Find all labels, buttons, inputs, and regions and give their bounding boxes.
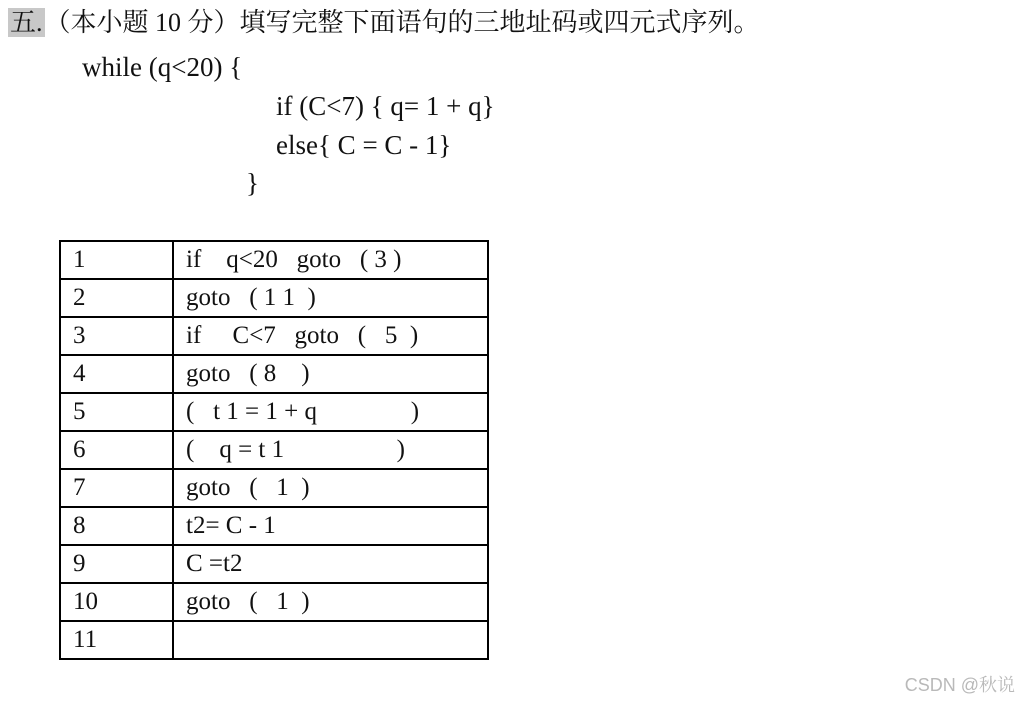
instruction-cell: ( q = t 1 ) bbox=[173, 431, 488, 469]
table-row bbox=[60, 583, 488, 621]
table-row bbox=[60, 545, 488, 583]
question-number: 五. bbox=[10, 8, 43, 37]
code-line-if: if (C<7) { q= 1 + q} bbox=[276, 91, 495, 121]
code-line-while: while (q<20) { bbox=[82, 52, 243, 82]
instruction-cell: t2= C - 1 bbox=[173, 507, 488, 545]
row-number-cell: 5 bbox=[60, 393, 173, 431]
row-number-cell: 6 bbox=[60, 431, 173, 469]
row-number-cell: 10 bbox=[60, 583, 173, 621]
table-row bbox=[60, 355, 488, 393]
table-row bbox=[60, 279, 488, 317]
table-row bbox=[60, 393, 488, 431]
question-text: （本小题 10 分）填写完整下面语句的三地址码或四元式序列。 bbox=[44, 8, 760, 37]
instruction-cell: goto ( 8 ) bbox=[173, 355, 488, 393]
row-number-cell: 2 bbox=[60, 279, 173, 317]
row-number-cell: 1 bbox=[60, 241, 173, 279]
table-body bbox=[60, 241, 488, 659]
instruction-cell: C =t2 bbox=[173, 545, 488, 583]
table-row bbox=[60, 241, 488, 279]
instruction-cell: goto ( 1 ) bbox=[173, 583, 488, 621]
table-row bbox=[60, 621, 488, 659]
row-number-cell: 7 bbox=[60, 469, 173, 507]
table-row bbox=[60, 507, 488, 545]
row-number-cell: 8 bbox=[60, 507, 173, 545]
instruction-cell: if C<7 goto ( 5 ) bbox=[173, 317, 488, 355]
instruction-cell: ( t 1 = 1 + q ) bbox=[173, 393, 488, 431]
instruction-cell: goto ( 1 1 ) bbox=[173, 279, 488, 317]
code-line-else: else{ C = C - 1} bbox=[276, 130, 452, 160]
table-row bbox=[60, 317, 488, 355]
question-heading bbox=[8, 6, 760, 40]
watermark: CSDN @秋说 bbox=[904, 675, 1015, 695]
row-number-cell: 3 bbox=[60, 317, 173, 355]
instruction-cell: if q<20 goto ( 3 ) bbox=[173, 241, 488, 279]
row-number-cell: 4 bbox=[60, 355, 173, 393]
table-row bbox=[60, 431, 488, 469]
row-number-cell: 9 bbox=[60, 545, 173, 583]
table-row bbox=[60, 469, 488, 507]
instruction-cell: goto ( 1 ) bbox=[173, 469, 488, 507]
three-address-code-table bbox=[59, 240, 489, 660]
instruction-cell bbox=[173, 621, 488, 659]
row-number-cell: 11 bbox=[60, 621, 173, 659]
code-line-close-brace: } bbox=[246, 168, 259, 198]
